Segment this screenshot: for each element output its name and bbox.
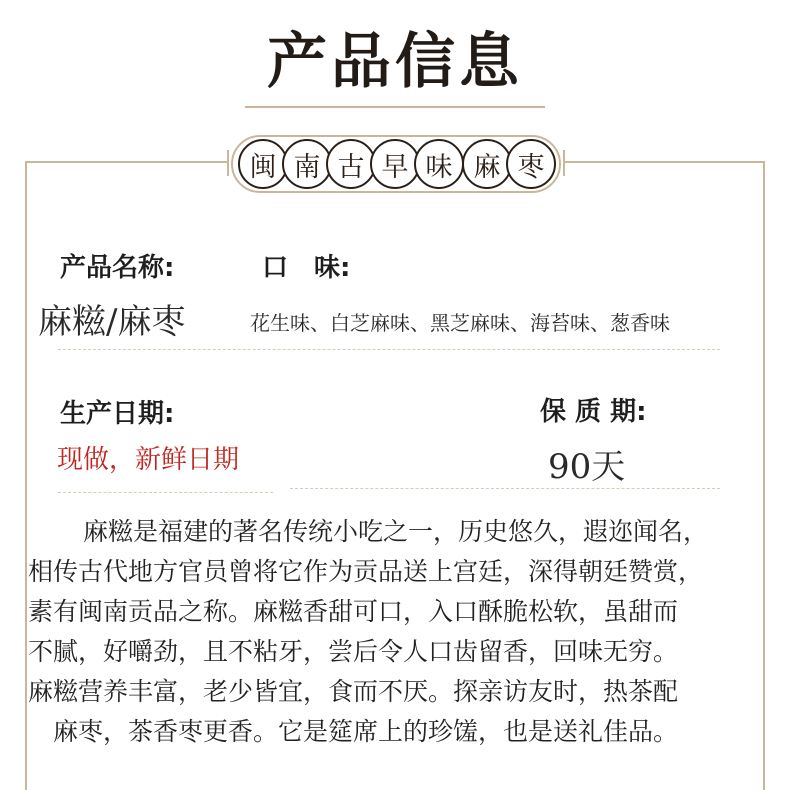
product-name-value: 麻糍/麻枣	[38, 302, 186, 342]
banner-char: 枣	[506, 139, 556, 189]
banner-char: 味	[414, 139, 464, 189]
production-date-label: 生产日期:	[60, 399, 175, 429]
description-line: 麻糍是福建的著名传统小吃之一，历史悠久，遐迩闻名，	[58, 517, 709, 546]
taste-value: 花生味、白芝麻味、黑芝麻味、海苔味、葱香味	[250, 311, 670, 335]
divider	[58, 492, 273, 493]
description-line: 相传古代地方官员曾将它作为贡品送上宫廷，深得朝廷赞赏，	[28, 557, 704, 586]
banner-char: 麻	[462, 139, 512, 189]
description-line: 素有闽南贡品之称。麻糍香甜可口，入口酥脆松软，虽甜而	[28, 597, 679, 626]
description-line: 麻糍营养丰富，老少皆宜，食而不厌。探亲访友时，热茶配	[28, 677, 679, 706]
divider	[290, 488, 720, 489]
taste-label: 口 味:	[262, 253, 351, 283]
description-line: 不腻，好嚼劲，且不粘牙，尝后令人口齿留香，回味无穷。	[28, 637, 679, 666]
production-date-value: 现做，新鲜日期	[57, 445, 240, 475]
banner-char: 古	[326, 139, 376, 189]
shelf-life-label: 保 质 期:	[540, 397, 647, 427]
description-line: 麻枣，茶香枣更香。它是筵席上的珍馐，也是送礼佳品。	[28, 717, 679, 746]
description	[28, 512, 778, 752]
banner-char: 早	[370, 139, 420, 189]
shelf-life-value: 90天	[548, 447, 626, 487]
banner-char: 闽	[238, 139, 288, 189]
banner-char: 南	[282, 139, 332, 189]
product-name-label: 产品名称:	[60, 253, 175, 283]
page-title: 产品信息	[267, 27, 523, 97]
divider	[58, 349, 720, 350]
